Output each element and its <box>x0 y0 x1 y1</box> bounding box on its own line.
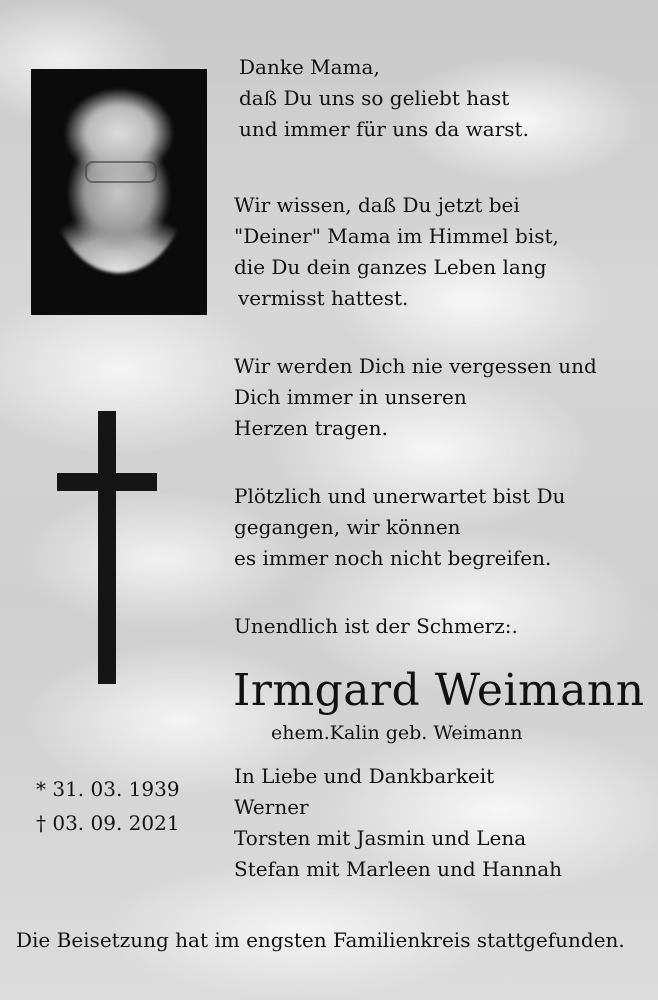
poem-stanza-1 <box>239 52 529 145</box>
poem-stanza-4 <box>234 481 565 574</box>
poem-line: daß Du uns so geliebt hast <box>239 86 510 110</box>
poem-line: Wir werden Dich nie vergessen und <box>234 354 597 378</box>
poem-line: die Du dein ganzes Leben lang <box>234 255 547 279</box>
mourners-list <box>234 761 562 885</box>
burial-notice: Die Beisetzung hat im engsten Familienkreis stattgefunden. <box>16 928 625 952</box>
poem-line: "Deiner" Mama im Himmel bist, <box>234 224 559 248</box>
mourner-line: Stefan mit Marleen und Hannah <box>234 857 563 881</box>
mourner-line: In Liebe und Dankbarkeit <box>234 764 495 788</box>
birth-date: * 31. 03. 1939 <box>36 777 180 801</box>
poem-line: Herzen tragen. <box>234 416 388 440</box>
deceased-maiden-name: ehem.Kalin geb. Weimann <box>271 722 523 744</box>
life-dates <box>36 772 180 840</box>
poem-line: Plötzlich und unerwartet bist Du <box>234 484 566 508</box>
poem-line: Unendlich ist der Schmerz:. <box>234 614 518 638</box>
poem-line: es immer noch nicht begreifen. <box>234 546 552 570</box>
death-date: † 03. 09. 2021 <box>36 811 180 835</box>
cross-vertical-bar <box>98 411 116 684</box>
deceased-name: Irmgard Weimann <box>233 665 645 716</box>
poem-line: vermisst hattest. <box>238 286 409 310</box>
poem-line: und immer für uns da warst. <box>239 117 529 141</box>
portrait-glasses <box>85 161 157 183</box>
poem-line: Dich immer in unseren <box>234 385 467 409</box>
cross-horizontal-bar <box>57 473 157 491</box>
poem-line: Danke Mama, <box>239 55 380 79</box>
mourner-line: Werner <box>234 795 309 819</box>
poem-line: Wir wissen, daß Du jetzt bei <box>234 193 520 217</box>
poem-stanza-3 <box>234 351 597 444</box>
poem-stanza-2 <box>234 190 559 314</box>
poem-stanza-5 <box>234 611 518 642</box>
portrait-photo <box>31 69 207 315</box>
poem-line: gegangen, wir können <box>234 515 461 539</box>
mourner-line: Torsten mit Jasmin und Lena <box>234 826 527 850</box>
